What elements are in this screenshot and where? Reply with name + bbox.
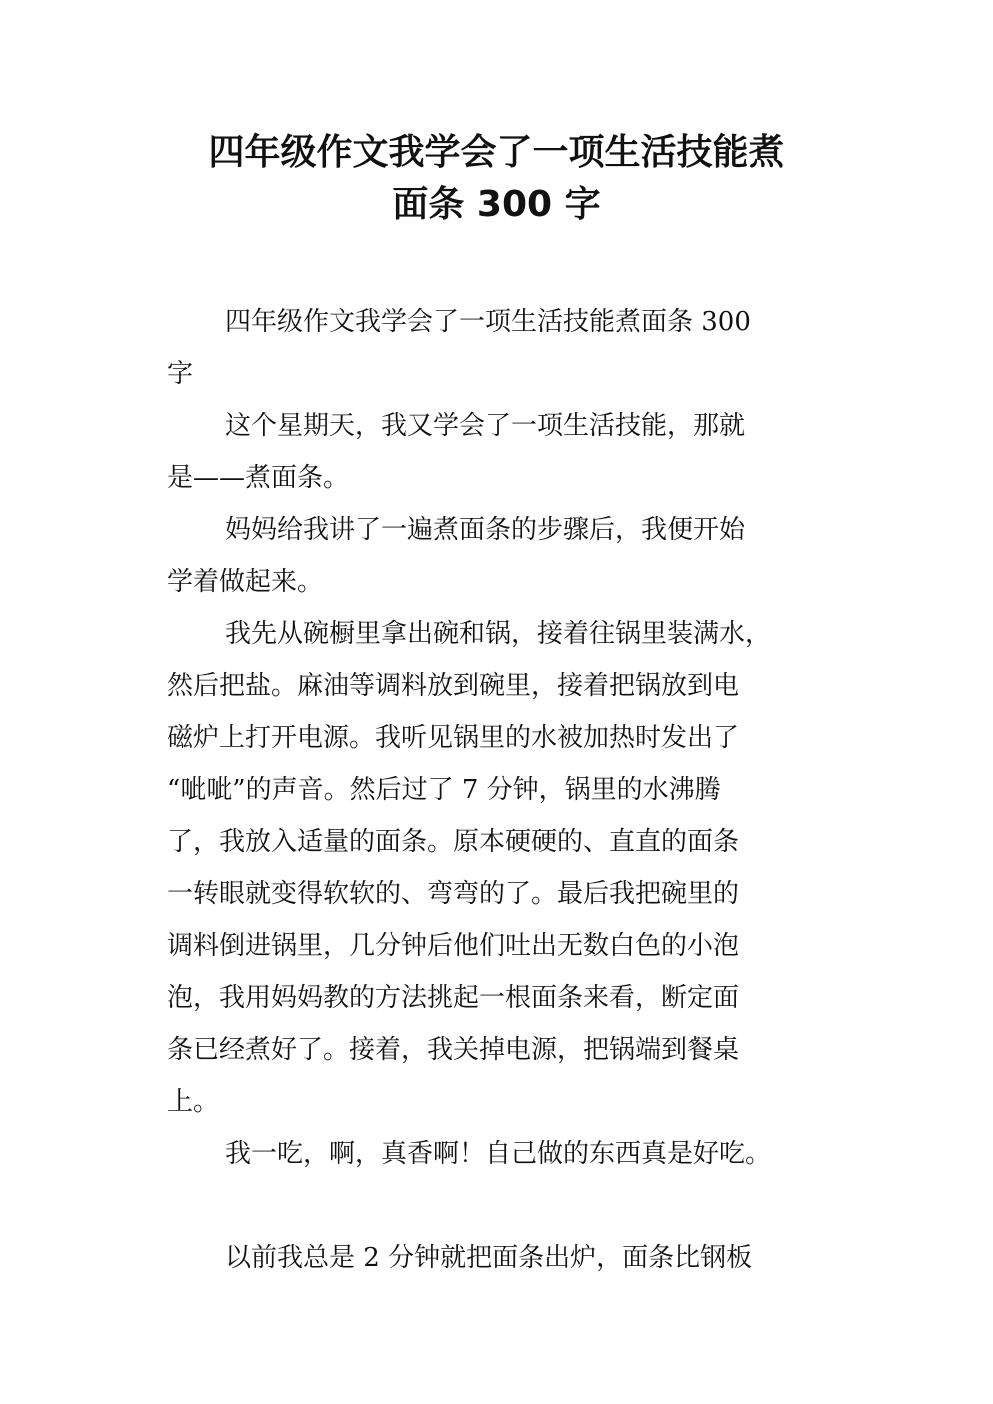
text-line: 泡，我用妈妈教的方法挑起一根面条来看，断定面 <box>167 983 740 1013</box>
text-line: 条已经煮好了。接着，我关掉电源，把锅端到餐桌 <box>167 1035 740 1065</box>
title-line-1: 四年级作文我学会了一项生活技能煮 <box>208 132 785 173</box>
text-line: 然后把盐。麻油等调料放到碗里，接着把锅放到电 <box>167 671 740 701</box>
text-line: 了，我放入适量的面条。原本硬硬的、直直的面条 <box>167 827 740 857</box>
text-line: 学着做起来。 <box>167 567 324 597</box>
text-line: “呲呲”的声音。然后过了 7 分钟，锅里的水沸腾 <box>167 775 721 805</box>
text-line <box>167 1180 847 1232</box>
text-line: 字 <box>167 359 194 389</box>
text-line: 这个星期天，我又学会了一项生活技能，那就 <box>225 411 746 441</box>
text-line: 上。 <box>167 1087 220 1117</box>
text-line: 调料倒进锅里，几分钟后他们吐出无数白色的小泡 <box>167 931 740 961</box>
body-text <box>167 296 847 1284</box>
title-line-2: 面条 300 字 <box>392 184 601 225</box>
text-line: 是——煮面条。 <box>167 463 350 493</box>
text-line: 我一吃，啊，真香啊！自己做的东西真是好吃。 <box>225 1139 772 1169</box>
text-line: 我先从碗橱里拿出碗和锅，接着往锅里装满水， <box>225 619 772 649</box>
text-line: 以前我总是 2 分钟就把面条出炉，面条比钢板 <box>225 1243 753 1273</box>
text-line: 磁炉上打开电源。我听见锅里的水被加热时发出了 <box>167 723 740 753</box>
text-line: 四年级作文我学会了一项生活技能煮面条 300 <box>225 307 751 337</box>
text-line: 妈妈给我讲了一遍煮面条的步骤后，我便开始 <box>225 515 746 545</box>
text-line: 一转眼就变得软软的、弯弯的了。最后我把碗里的 <box>167 879 740 909</box>
